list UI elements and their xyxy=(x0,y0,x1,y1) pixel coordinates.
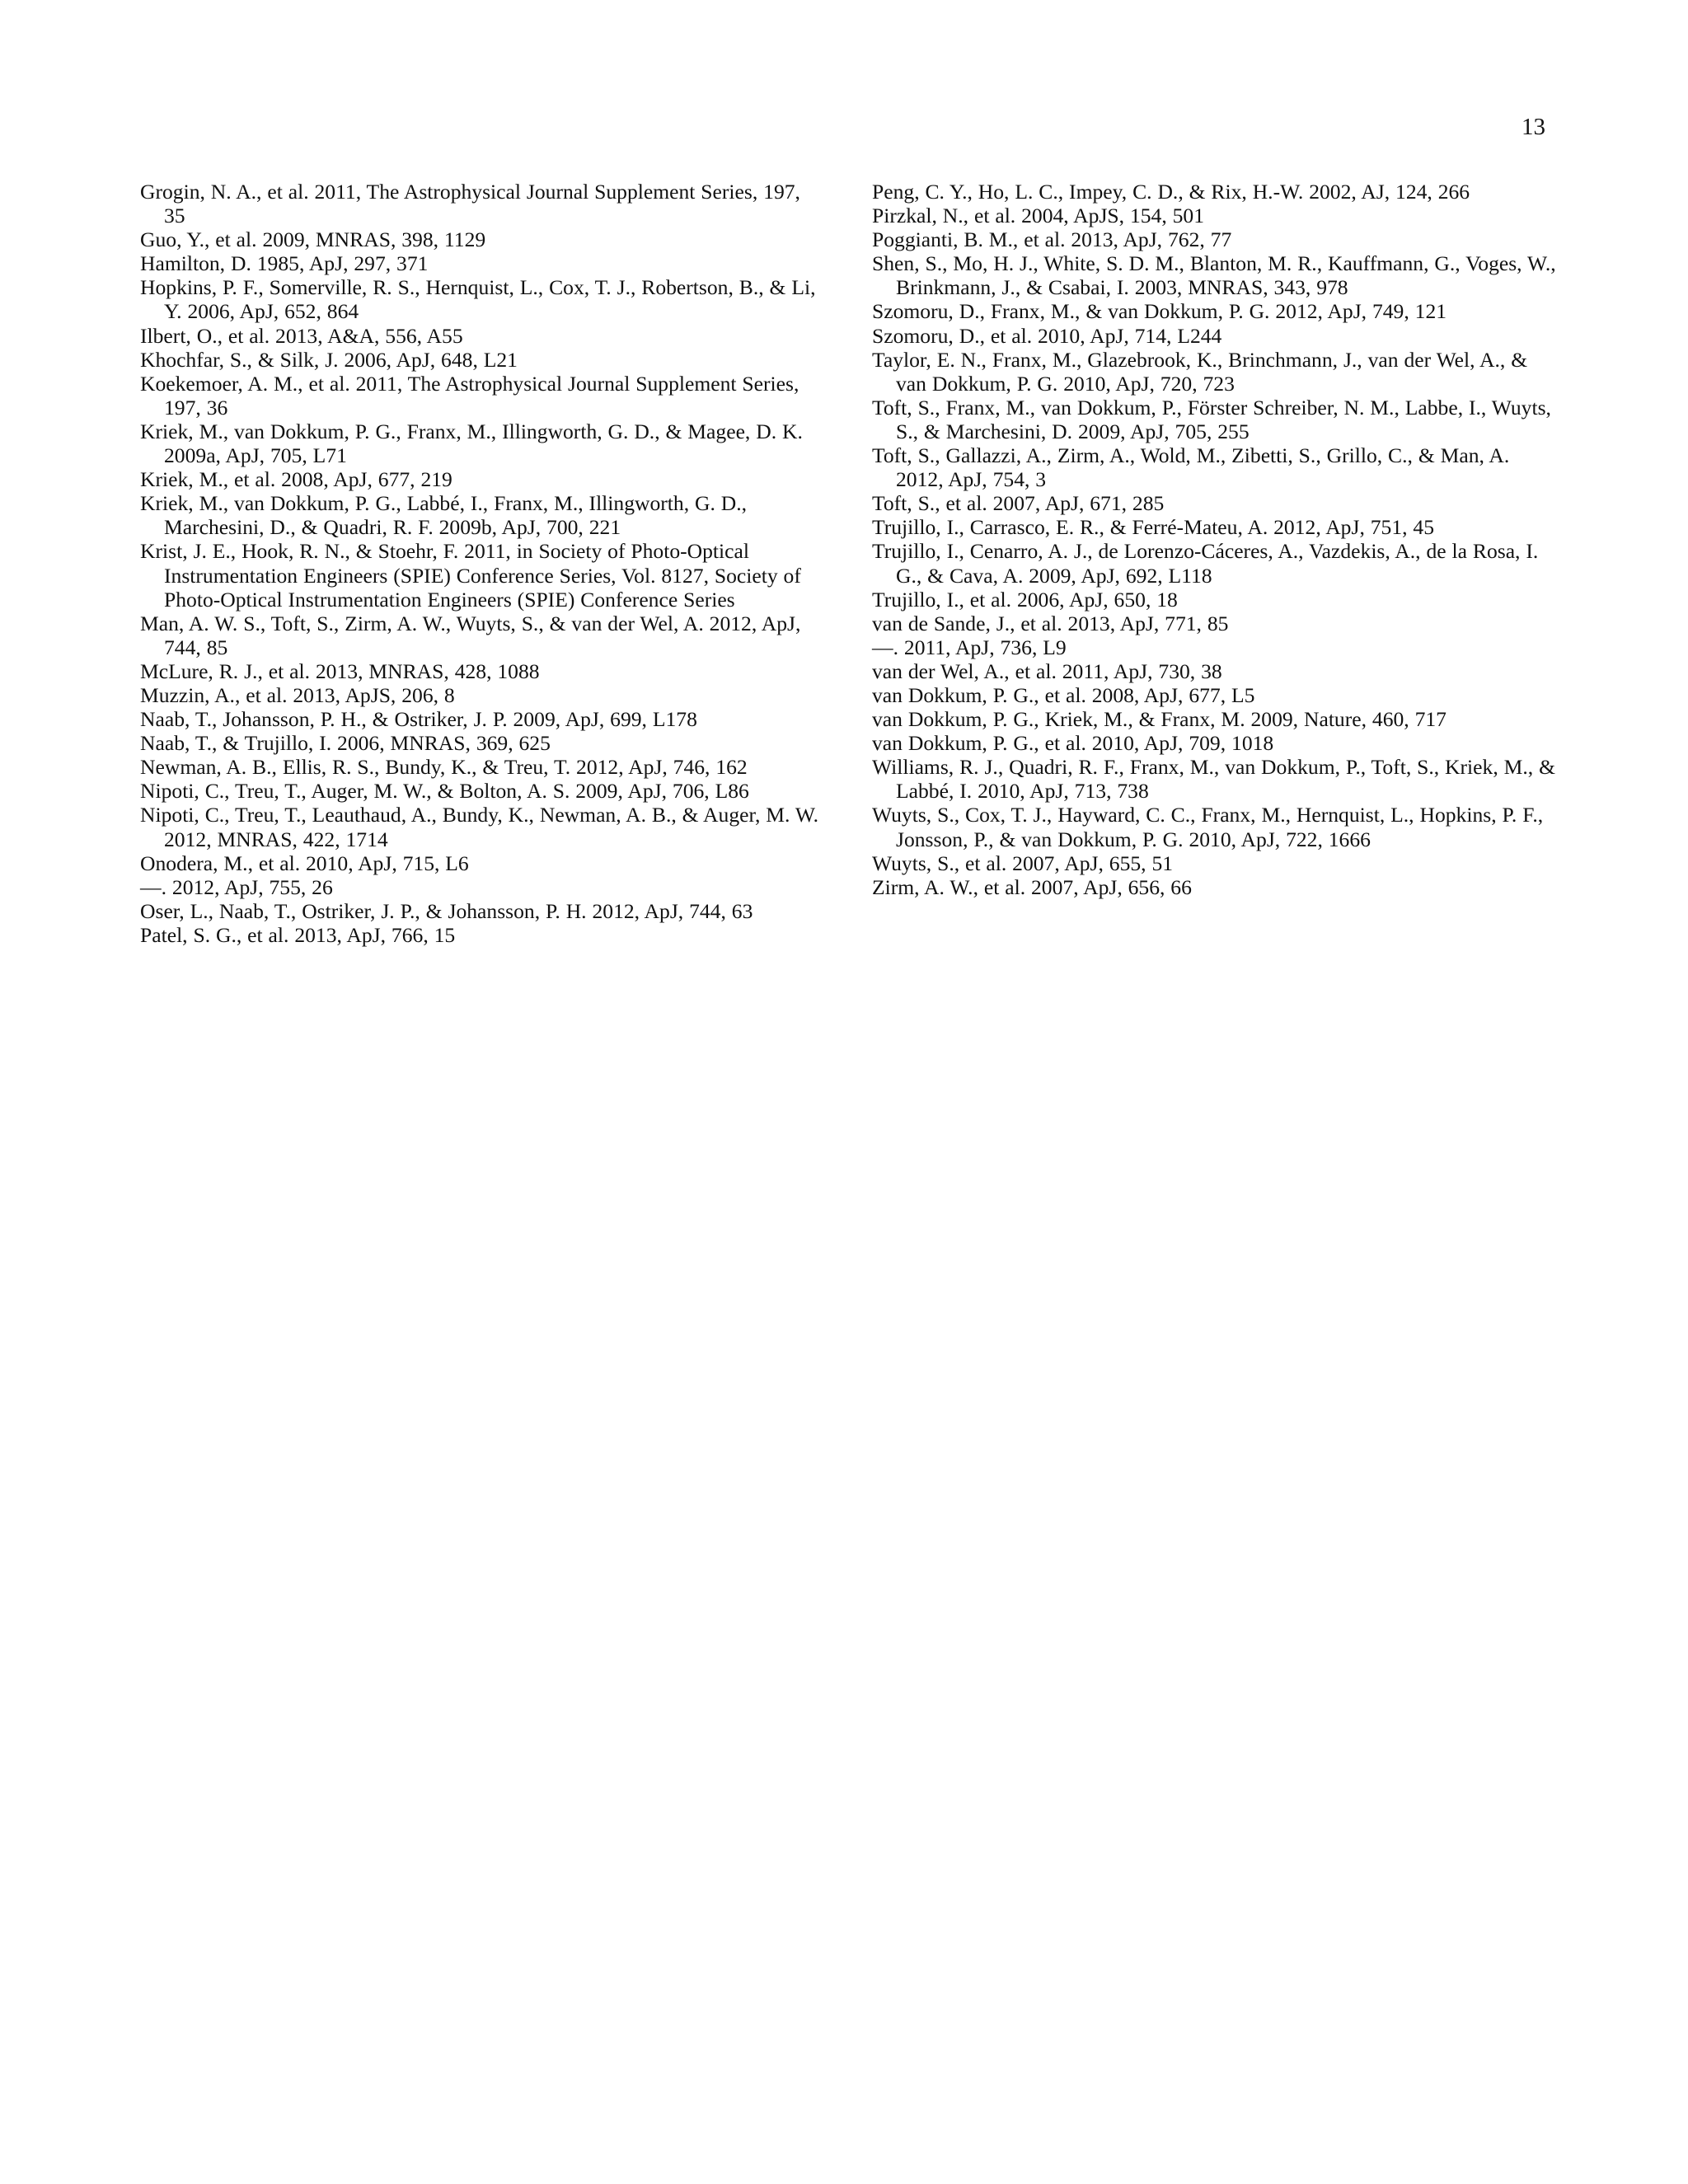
reference-entry: Shen, S., Mo, H. J., White, S. D. M., Blanton, M. R., Kauffmann, G., Voges, W., Brinkmann, J., & Csabai, I. 2003, MNRAS, 343, 978 xyxy=(872,251,1556,300)
reference-entry: Kriek, M., et al. 2008, ApJ, 677, 219 xyxy=(140,467,452,492)
reference-entry: Oser, L., Naab, T., Ostriker, J. P., & Johansson, P. H. 2012, ApJ, 744, 63 xyxy=(140,898,753,923)
reference-entry: Williams, R. J., Quadri, R. F., Franx, M., van Dokkum, P., Toft, S., Kriek, M., & Labbé, I. 2010, ApJ, 713, 738 xyxy=(872,755,1555,804)
reference-entry: van de Sande, J., et al. 2013, ApJ, 771, 85 xyxy=(872,611,1229,635)
reference-entry: Taylor, E. N., Franx, M., Glazebrook, K., Brinchmann, J., van der Wel, A., & van Dokkum, P. G. 2010, ApJ, 720, 723 xyxy=(872,347,1528,396)
reference-entry: Trujillo, I., Carrasco, E. R., & Ferré-Mateu, A. 2012, ApJ, 751, 45 xyxy=(872,515,1435,540)
reference-entry: Hamilton, D. 1985, ApJ, 297, 371 xyxy=(140,251,429,276)
reference-entry: Trujillo, I., Cenarro, A. J., de Lorenzo-Cáceres, A., Vazdekis, A., de la Rosa, I. G., & Cava, A. 2009, ApJ, 692, L118 xyxy=(872,539,1539,588)
reference-entry: Krist, J. E., Hook, R. N., & Stoehr, F. 2011, in Society of Photo-Optical Instrumentation Engineers (SPIE) Conference Series, Vol. 8127, Society of Photo-Optical Instrumentation Engineers (SPIE) Conference Series xyxy=(140,539,801,612)
reference-entry: Nipoti, C., Treu, T., Auger, M. W., & Bolton, A. S. 2009, ApJ, 706, L86 xyxy=(140,779,749,804)
reference-entry: Poggianti, B. M., et al. 2013, ApJ, 762, 77 xyxy=(872,227,1232,252)
reference-entry: Pirzkal, N., et al. 2004, ApJS, 154, 501 xyxy=(872,204,1205,228)
reference-entry: Szomoru, D., Franx, M., & van Dokkum, P. G. 2012, ApJ, 749, 121 xyxy=(872,299,1447,324)
reference-entry: Newman, A. B., Ellis, R. S., Bundy, K., & Treu, T. 2012, ApJ, 746, 162 xyxy=(140,755,748,780)
reference-entry: Wuyts, S., Cox, T. J., Hayward, C. C., Franx, M., Hernquist, L., Hopkins, P. F., Jonsson, P., & van Dokkum, P. G. 2010, ApJ, 722, 1666 xyxy=(872,803,1544,851)
reference-entry: Onodera, M., et al. 2010, ApJ, 715, L6 xyxy=(140,851,469,875)
page-number: 13 xyxy=(1522,114,1545,140)
reference-entry: Grogin, N. A., et al. 2011, The Astrophysical Journal Supplement Series, 197, 35 xyxy=(140,180,800,228)
references-right-column xyxy=(872,180,1556,899)
reference-entry: Toft, S., Franx, M., van Dokkum, P., Förster Schreiber, N. M., Labbe, I., Wuyts, S., & Marchesini, D. 2009, ApJ, 705, 255 xyxy=(872,395,1551,443)
reference-entry: —. 2011, ApJ, 736, L9 xyxy=(872,635,1067,659)
reference-entry: Koekemoer, A. M., et al. 2011, The Astrophysical Journal Supplement Series, 197, 36 xyxy=(140,371,799,419)
reference-entry: van Dokkum, P. G., et al. 2008, ApJ, 677, L5 xyxy=(872,682,1255,707)
reference-entry: Naab, T., & Trujillo, I. 2006, MNRAS, 369, 625 xyxy=(140,731,551,756)
reference-entry: Toft, S., et al. 2007, ApJ, 671, 285 xyxy=(872,491,1165,516)
reference-entry: van Dokkum, P. G., et al. 2010, ApJ, 709, 1018 xyxy=(872,731,1274,756)
reference-entry: Wuyts, S., et al. 2007, ApJ, 655, 51 xyxy=(872,851,1174,875)
reference-entry: Trujillo, I., et al. 2006, ApJ, 650, 18 xyxy=(872,587,1178,612)
reference-entry: Szomoru, D., et al. 2010, ApJ, 714, L244 xyxy=(872,323,1222,348)
reference-entry: Man, A. W. S., Toft, S., Zirm, A. W., Wuyts, S., & van der Wel, A. 2012, ApJ, 744, 85 xyxy=(140,611,801,659)
reference-entry: Naab, T., Johansson, P. H., & Ostriker, J. P. 2009, ApJ, 699, L178 xyxy=(140,707,697,732)
references-left-column xyxy=(140,180,824,947)
reference-entry: Nipoti, C., Treu, T., Leauthaud, A., Bundy, K., Newman, A. B., & Auger, M. W. 2012, MNRAS, 422, 1714 xyxy=(140,803,819,851)
reference-entry: Kriek, M., van Dokkum, P. G., Labbé, I., Franx, M., Illingworth, G. D., Marchesini, D., & Quadri, R. F. 2009b, ApJ, 700, 221 xyxy=(140,491,748,540)
reference-entry: Hopkins, P. F., Somerville, R. S., Hernquist, L., Cox, T. J., Robertson, B., & Li, Y. 2006, ApJ, 652, 864 xyxy=(140,275,816,324)
reference-entry: Guo, Y., et al. 2009, MNRAS, 398, 1129 xyxy=(140,227,486,252)
reference-entry: Khochfar, S., & Silk, J. 2006, ApJ, 648, L21 xyxy=(140,347,518,372)
reference-entry: Kriek, M., van Dokkum, P. G., Franx, M., Illingworth, G. D., & Magee, D. K. 2009a, ApJ, 705, L71 xyxy=(140,419,803,468)
reference-entry: van der Wel, A., et al. 2011, ApJ, 730, 38 xyxy=(872,658,1222,683)
reference-entry: van Dokkum, P. G., Kriek, M., & Franx, M. 2009, Nature, 460, 717 xyxy=(872,707,1447,732)
reference-entry: Ilbert, O., et al. 2013, A&A, 556, A55 xyxy=(140,323,463,348)
reference-entry: —. 2012, ApJ, 755, 26 xyxy=(140,874,333,899)
reference-entry: McLure, R. J., et al. 2013, MNRAS, 428, 1088 xyxy=(140,658,540,683)
reference-entry: Toft, S., Gallazzi, A., Zirm, A., Wold, M., Zibetti, S., Grillo, C., & Man, A. 2012, ApJ, 754, 3 xyxy=(872,443,1510,492)
reference-entry: Peng, C. Y., Ho, L. C., Impey, C. D., & Rix, H.-W. 2002, AJ, 124, 266 xyxy=(872,180,1470,204)
reference-entry: Patel, S. G., et al. 2013, ApJ, 766, 15 xyxy=(140,922,456,947)
reference-entry: Zirm, A. W., et al. 2007, ApJ, 656, 66 xyxy=(872,874,1192,899)
reference-entry: Muzzin, A., et al. 2013, ApJS, 206, 8 xyxy=(140,682,455,707)
